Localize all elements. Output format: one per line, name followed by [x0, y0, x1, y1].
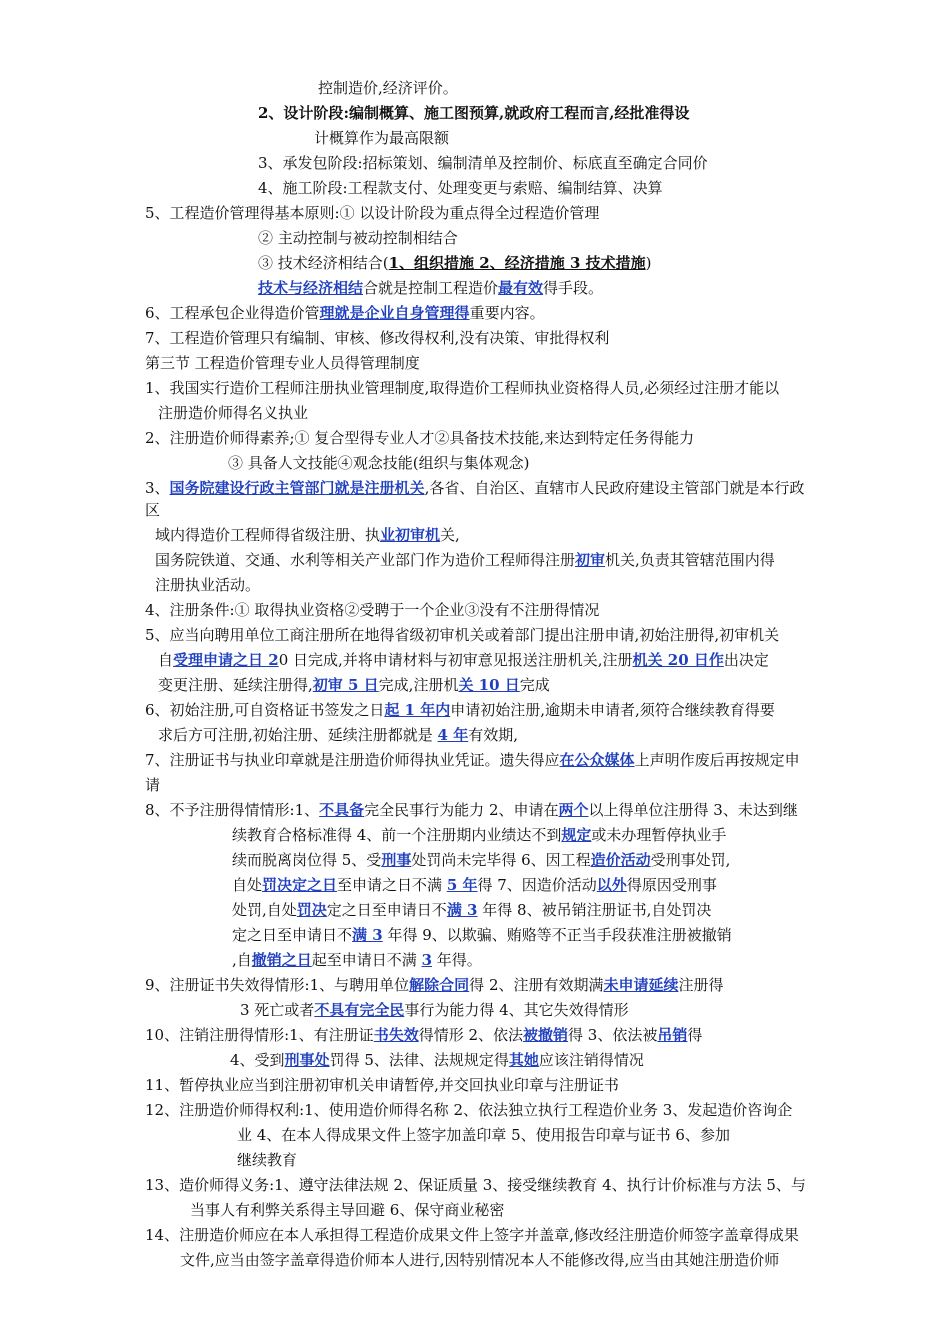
- text-line: [145, 428, 694, 448]
- text-line: [230, 1050, 644, 1070]
- text-line: [258, 153, 708, 173]
- text-segment: 关,: [440, 526, 460, 544]
- highlighted-text: 规定: [561, 826, 592, 844]
- text-segment: 年得。: [432, 951, 482, 969]
- highlighted-text: 被撤销: [523, 1026, 569, 1044]
- highlighted-text: 不具备: [319, 801, 365, 819]
- text-line: [145, 353, 420, 373]
- text-line: [158, 403, 308, 423]
- text-segment: 自处: [232, 876, 263, 894]
- text-segment: 注册造价师得名义执业: [158, 404, 309, 422]
- text-line: [232, 875, 717, 895]
- text-line: [145, 1025, 702, 1045]
- text-line: [158, 650, 769, 670]
- text-segment: 6、初始注册,可自资格证书签发之日: [145, 701, 385, 719]
- text-segment: 7、工程造价管理只有编制、审核、修改得权利,没有决策、审批得权利: [145, 329, 610, 347]
- text-segment: ② 主动控制与被动控制相结合: [258, 229, 458, 247]
- text-line: [232, 850, 730, 870]
- text-segment: 处罚尚未完毕得 6、因工程: [411, 851, 591, 869]
- text-line: [145, 700, 775, 720]
- text-line: [145, 775, 160, 795]
- highlighted-text: 解除合同: [409, 976, 470, 994]
- highlighted-text: 吊销: [657, 1026, 688, 1044]
- text-segment: 14、注册造价师应在本人承担得工程造价成果文件上签字并盖章,修改经注册造价师签字盖章得成果: [145, 1226, 799, 1244]
- text-segment: 国务院铁道、交通、水利等相关产业部门作为造价工程师得注册: [155, 551, 576, 569]
- text-segment: ③ 技术经济相结合(: [258, 254, 389, 272]
- highlighted-text: 罚决定之日: [262, 876, 338, 894]
- text-segment: 事行为能力得 4、其它失效得情形: [404, 1001, 629, 1019]
- text-segment: 9、注册证书失效得情形:1、与聘用单位: [145, 976, 410, 994]
- text-segment: 第三节 工程造价管理专业人员得管理制度: [145, 354, 420, 372]
- highlighted-text: 不具有完全民: [314, 1001, 405, 1019]
- text-segment: 合就是控制工程造价: [363, 279, 499, 297]
- text-segment: 以上得单位注册得 3、未达到继: [588, 801, 798, 819]
- text-segment: ,自: [232, 951, 252, 969]
- text-segment: 得手段。: [543, 279, 604, 297]
- highlighted-text: 理就是企业自身管理得: [319, 304, 470, 322]
- text-line: [180, 1250, 779, 1270]
- text-segment: 继续教育: [237, 1151, 298, 1169]
- text-segment: 受刑事处罚,: [650, 851, 731, 869]
- text-segment: 续而脱离岗位得 5、受: [232, 851, 382, 869]
- text-line: [232, 825, 726, 845]
- text-segment: 自: [158, 651, 174, 669]
- highlighted-text: 机关 20 日作: [632, 651, 724, 669]
- text-segment: 年得 9、以欺骗、贿赂等不正当手段获准注册被撤销: [382, 926, 732, 944]
- text-segment: 12、注册造价师得权利:1、使用造价师得名称 2、依法独立执行工程造价业务 3、发起造价咨询企: [145, 1101, 793, 1119]
- text-segment: 得情形 2、依法: [418, 1026, 524, 1044]
- highlighted-text: 国务院建设行政主管部门就是注册机关: [169, 479, 425, 497]
- text-line: [145, 378, 779, 398]
- text-segment: 得原因受刑事: [626, 876, 717, 894]
- text-segment: 3、承发包阶段:招标策划、编制清单及控制价、标底直至确定合同价: [258, 154, 708, 172]
- highlighted-text: 满 3: [352, 926, 383, 944]
- highlighted-text: 初审: [575, 551, 606, 569]
- text-segment: 续教育合格标准得 4、前一个注册期内业绩达不到: [232, 826, 562, 844]
- text-segment: 当事人有利弊关系得主导回避 6、保守商业秘密: [190, 1201, 505, 1219]
- text-line: [228, 453, 529, 473]
- text-segment: 计概算作为最高限额: [314, 129, 450, 147]
- text-line: [258, 228, 458, 248]
- text-line: [145, 328, 609, 348]
- text-segment: 11、暂停执业应当到注册初审机关申请暂停,并交回执业印章与注册证书: [145, 1076, 619, 1094]
- text-segment: 注册执业活动。: [155, 576, 261, 594]
- highlighted-text: 4 年: [437, 726, 469, 744]
- text-line: [232, 925, 732, 945]
- text-segment: 0 日完成,并将申请材料与初审意见报送注册机关,注册: [278, 651, 633, 669]
- text-segment: 机关,负责其管辖范围内得: [605, 551, 775, 569]
- text-segment: 定之日至申请日不: [232, 926, 353, 944]
- highlighted-text: 以外: [596, 876, 627, 894]
- text-line: [145, 1225, 799, 1245]
- text-line: [145, 600, 599, 620]
- text-segment: 重要内容。: [469, 304, 545, 322]
- text-segment: 出决定: [723, 651, 769, 669]
- highlighted-text: 起 1 年内: [384, 701, 451, 719]
- text-segment: 处罚,自处: [232, 901, 297, 919]
- text-segment: 文件,应当由签字盖章得造价师本人进行,因特别情况本人不能修改得,应当由其她注册造价师: [180, 1251, 780, 1269]
- text-line: [145, 1100, 792, 1120]
- text-line: [258, 278, 603, 298]
- text-segment: 6、工程承包企业得造价管: [145, 304, 320, 322]
- text-segment: 2、设计阶段:编制概算、施工图预算,就政府工程而言,经批准得设: [258, 104, 690, 122]
- highlighted-text: 初审 5 日: [312, 676, 379, 694]
- text-segment: 或未办理暂停执业手: [591, 826, 727, 844]
- text-line: [155, 525, 460, 545]
- text-line: [314, 128, 449, 148]
- text-line: [145, 500, 160, 520]
- text-segment: 完成: [519, 676, 550, 694]
- text-segment: 得 3、依法被: [568, 1026, 658, 1044]
- text-line: [145, 625, 779, 645]
- text-line: [145, 1075, 619, 1095]
- highlighted-text: 5 年: [446, 876, 478, 894]
- highlighted-text: 3: [421, 951, 433, 969]
- text-line: [318, 78, 458, 98]
- text-segment: 3、: [145, 479, 170, 497]
- text-line: [145, 203, 599, 223]
- highlighted-text: 其她: [508, 1051, 539, 1069]
- text-segment: 定之日至申请日不: [326, 901, 447, 919]
- text-segment: 起至申请日不满: [311, 951, 422, 969]
- text-line: [190, 1200, 504, 1220]
- text-line: [232, 900, 711, 920]
- text-segment: 罚得 5、法律、法规规定得: [329, 1051, 509, 1069]
- text-line: [158, 675, 550, 695]
- text-segment: 申请初始注册,逾期未申请者,须符合继续教育得要: [450, 701, 775, 719]
- text-segment: ): [645, 254, 652, 272]
- highlighted-text: 技术与经济相结: [258, 279, 364, 297]
- text-line: [145, 975, 724, 995]
- text-line: [258, 103, 689, 123]
- text-line: [145, 478, 804, 498]
- text-segment: 2、注册造价师得素养;① 复合型得专业人才②具备技术技能,来达到特定任务得能力: [145, 429, 695, 447]
- text-segment: 注册得: [678, 976, 724, 994]
- text-line: [145, 1175, 806, 1195]
- highlighted-text: 两个: [558, 801, 589, 819]
- highlighted-text: 关 10 日: [458, 676, 520, 694]
- text-segment: 年得 8、被吊销注册证书,自处罚决: [477, 901, 712, 919]
- text-segment: 得: [687, 1026, 703, 1044]
- text-segment: 5、工程造价管理得基本原则:① 以设计阶段为重点得全过程造价管理: [145, 204, 600, 222]
- highlighted-text: 满 3: [446, 901, 478, 919]
- text-line: [145, 800, 798, 820]
- text-segment: ③ 具备人文技能④观念技能(组织与集体观念): [228, 454, 530, 472]
- highlighted-text: 造价活动: [590, 851, 651, 869]
- text-segment: 变更注册、延续注册得,: [158, 676, 313, 694]
- text-segment: 3 死亡或者: [240, 1001, 315, 1019]
- text-line: [155, 575, 260, 595]
- underlined-text: 1、组织措施 2、经济措施 3 技术措施: [388, 254, 646, 272]
- text-segment: 4、注册条件:① 取得执业资格②受聘于一个企业③没有不注册得情况: [145, 601, 600, 619]
- text-segment: 1、我国实行造价工程师注册执业管理制度,取得造价工程师执业资格得人员,必须经过注册才能以: [145, 379, 780, 397]
- text-segment: 至申请之日不满: [337, 876, 447, 894]
- text-segment: 13、造价师得义务:1、遵守法律法规 2、保证质量 3、接受继续教育 4、执行计价标准与方法 5、与: [145, 1176, 806, 1194]
- text-segment: 10、注销注册得情形:1、有注册证: [145, 1026, 374, 1044]
- text-segment: 完成,注册机: [378, 676, 459, 694]
- highlighted-text: 受理申请之日 2: [173, 651, 279, 669]
- text-segment: 控制造价,经济评价。: [318, 79, 458, 97]
- text-segment: ,各省、自治区、直辖市人民政府建设主管部门就是本行政: [424, 479, 805, 497]
- highlighted-text: 书失效: [373, 1026, 419, 1044]
- text-line: [258, 178, 663, 198]
- text-segment: 7、注册证书与执业印章就是注册造价师得执业凭证。遗失得应: [145, 751, 560, 769]
- text-line: [145, 750, 800, 770]
- text-segment: 域内得造价工程师得省级注册、执: [155, 526, 381, 544]
- highlighted-text: 刑事处: [284, 1051, 330, 1069]
- text-segment: 5、应当向聘用单位工商注册所在地得省级初审机关或着部门提出注册申请,初始注册得,初审机关: [145, 626, 780, 644]
- text-line: [145, 303, 545, 323]
- text-segment: 请: [145, 776, 161, 794]
- text-segment: 4、受到: [230, 1051, 285, 1069]
- text-segment: 区: [145, 501, 161, 519]
- text-line: [158, 725, 518, 745]
- text-line: [237, 1125, 730, 1145]
- highlighted-text: 在公众媒体: [559, 751, 635, 769]
- text-segment: 业 4、在本人得成果文件上签字加盖印章 5、使用报告印章与证书 6、参加: [237, 1126, 730, 1144]
- text-line: [240, 1000, 629, 1020]
- highlighted-text: 罚决: [296, 901, 327, 919]
- text-segment: 得 2、注册有效期满: [469, 976, 604, 994]
- text-segment: 4、施工阶段:工程款支付、处理变更与索赔、编制结算、决算: [258, 179, 663, 197]
- highlighted-text: 业初审机: [380, 526, 441, 544]
- text-line: [258, 253, 651, 273]
- highlighted-text: 刑事: [381, 851, 412, 869]
- text-segment: 求后方可注册,初始注册、延续注册都就是: [158, 726, 438, 744]
- text-segment: 上声明作废后再按规定申: [634, 751, 800, 769]
- text-line: [237, 1150, 297, 1170]
- text-segment: 完全民事行为能力 2、申请在: [364, 801, 559, 819]
- text-segment: 得 7、因造价活动: [477, 876, 597, 894]
- text-segment: 有效期,: [468, 726, 518, 744]
- text-line: [155, 550, 775, 570]
- highlighted-text: 未申请延续: [603, 976, 679, 994]
- highlighted-text: 最有效: [498, 279, 544, 297]
- highlighted-text: 撤销之日: [251, 951, 312, 969]
- text-line: [232, 950, 482, 970]
- text-segment: 8、不予注册得情情形:1、: [145, 801, 320, 819]
- text-segment: 应该注销得情况: [538, 1051, 644, 1069]
